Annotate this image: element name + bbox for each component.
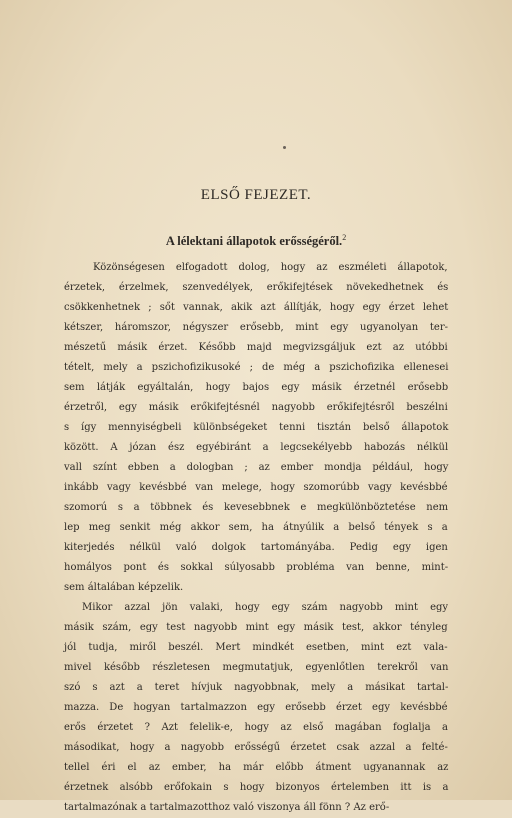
- text-line: mivel később részletesen megmutatjuk, egyenlőtlen terekről van: [64, 662, 449, 673]
- footnote-ref: 2: [342, 233, 347, 242]
- text-line: s így mennyiségbeli különbségeket tenni tisztán belső állapotok: [64, 422, 449, 433]
- section-title-text: A lélektani állapotok erősségéről.: [165, 234, 343, 249]
- text-line: érzetről, egy másik erőkifejtésnél nagyobb erőkifejtésről beszélni: [64, 402, 448, 413]
- text-line: sem látják egyáltalán, hogy bajos egy másik érzetnél erősebb: [64, 382, 449, 393]
- text-line: érzetek, érzelmek, szenvedélyek, erőkifejtések növekedhetnek és: [64, 282, 449, 293]
- text-line: érzetnek alsóbb erőfokain s hogy bizonyos értelemben itt is a: [64, 782, 449, 793]
- text-line: között. A józan ész egyébiránt a legcsekélyebb habozás nélkül: [64, 442, 449, 453]
- text-line: tételt, mely a pszichofizikusoké ; de még a pszichofizika ellenesei: [64, 362, 449, 373]
- text-line: tartalmazónak a tartalmazotthoz való viszonya áll fönn ? Az erő-: [64, 802, 390, 813]
- page-mark: [283, 146, 286, 149]
- text-line: tellel éri el az ember, ha már előbb átment ugyanannak az: [64, 762, 449, 773]
- text-line: Mikor azzal jön valaki, hogy egy szám nagyobb mint egy: [82, 602, 449, 613]
- text-line: másodikat, hogy a nagyobb erősségű érzetet csak azzal a felté-: [64, 742, 448, 753]
- text-line: inkább vagy kevésbbé van melege, hogy szomorúbb vagy kevésbbé: [64, 482, 448, 493]
- chapter-title: ELSŐ FEJEZET.: [200, 187, 312, 203]
- text-line: szó s azt a teret hívjuk nagyobbnak, mely a másikat tartal-: [64, 682, 449, 693]
- section-title: [0, 233, 512, 249]
- text-line: vall színt ebben a dologban ; az ember mondja például, hogy: [64, 462, 449, 473]
- text-line: kiterjedés nélkül való dolgok tartományába. Pedig egy igen: [64, 542, 448, 553]
- text-line: sem általában képzelik.: [64, 582, 184, 593]
- text-line: mazza. De hogyan tartalmazzon egy erősebb érzet egy kevésbbé: [64, 702, 448, 713]
- text-line: jól tudja, miről beszél. Mert mindkét esetben, mint ezt vala-: [64, 642, 448, 653]
- text-line: homályos pont és sokkal súlyosabb probléma van benne, mint-: [64, 562, 449, 573]
- text-line: erős érzetet ? Azt felelik-e, hogy az első magában foglalja a: [64, 722, 448, 733]
- text-line: Közönségesen elfogadott dolog, hogy az eszméleti állapotok,: [93, 262, 448, 273]
- text-line: mészetű másik érzet. Később majd megvizsgáljuk ezt az utóbbi: [64, 342, 448, 353]
- text-line: másik szám, egy test nagyobb mint egy másik test, akkor tényleg: [64, 622, 448, 633]
- text-line: szomorú s a többnek és kevesebbnek e megkülönböztetése nem: [64, 502, 449, 513]
- text-line: kétszer, háromszor, négyszer erősebb, mint egy ugyanolyan ter-: [64, 322, 449, 333]
- text-line: csökkenhetnek ; sőt vannak, akik azt állítják, hogy egy érzet lehet: [64, 302, 449, 313]
- text-line: lep meg senkit még akkor sem, ha átnyúlik a belső tények s a: [64, 522, 448, 533]
